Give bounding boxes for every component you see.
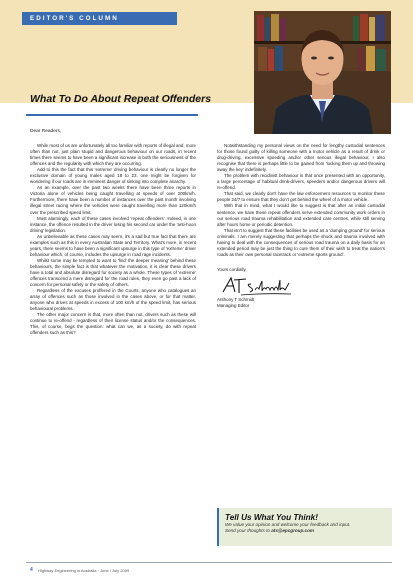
page-title: What To Do About Repeat Offenders [30, 93, 212, 105]
feedback-line: We value your opinion and welcome your feedback and input. [225, 522, 351, 527]
paragraph: Whilst some may be tempted to want to 'find' the deeper meaning' behind these behaviours, the simple fact is that whatever the motivation, it is clear these drivers have a total and absolute disregard for society as a whole. These types of 'extreme' offences transcend a mere disregard for the road rules, they even go past a lack of concern for personal safety or the safety of others. [30, 257, 196, 288]
paragraph: The problem with recidivist behaviour is that once presented with an opportunity, a large percentage of habitual drink-drivers, speeders and/or dangerous drivers will re-offend. [217, 173, 385, 191]
feedback-box [217, 508, 392, 546]
paragraph: As an example, over the past two weeks there have been three reports in Victoria alone of vehicles being caught travelling at speeds of over 200km/h. Furthermore, there have been a number of instances over the past month involving illegal street racing where the vehicles were caught travelling more than 120km/h over the prescribed speed limit. [30, 185, 196, 215]
editor-portrait-icon [254, 11, 391, 134]
paragraph: While most of us are unfortunately all too familiar with reports of illegal and, more often than not, just plain stupid and dangerous behaviour on our roads, in recent times there seems to have been a significant increase in both the seriousness of the offences and the regularity with which they are occurring. [30, 143, 196, 167]
paragraph: Regardless of the excuses proffered in the Courts, anyone who catalogues an array of offences such as those involved in the cases above, or for that matter, anyone who drives at speeds in excess of 100 km/h of the speed limit, has serious behavioural problems. [30, 288, 196, 312]
feedback-prefix: Send your thoughts to [225, 528, 272, 533]
left-column [30, 143, 196, 337]
paragraph: The other major concern is that, more often than not, drivers such as these will continue to re-offend - regardless of their license status and/or the consequences. This, of course, begs the question: what can we, as a society, do with repeat offenders such as this? [30, 312, 196, 336]
paragraph: Add to this the fact that this 'extreme' driving behaviour is clearly no longer the exclusive domain of young males aged 18 to 23, one might be forgiven for wondering if our roads are in imminent danger of sinking into complete anarchy. [30, 167, 196, 185]
feedback-title: Tell Us What You Think! [225, 513, 318, 522]
author-name: Anthony T Schmidt [217, 296, 255, 302]
footer-divider [26, 562, 392, 563]
handwritten-signature-icon [219, 275, 295, 297]
paragraph: Notwithstanding my personal views on the need for lengthy custodial sentences for those found guilty of killing someone with a motor vehicle as a result of drink or drug-driving, excessive speeding and/or other serious illegal behaviour, I also recognise that there is perhaps little to be gained from 'locking them up and throwing away the key' indefinitely. [217, 143, 385, 173]
feedback-line [225, 528, 386, 534]
paragraph: As unbelievable as these cases may seem, it's a sad but true fact that there are examples such as this in every Australian State and Territory. What's more, in recent years, there seems to have been a significant upsurge in this type of 'extreme' driver behaviour which, of course, includes the upsurge in road rage incidents. [30, 233, 196, 257]
salutation: Dear Readers, [30, 129, 62, 134]
page-number: 4 [30, 567, 33, 573]
paragraph: That isn't to suggest that these facilities be used as a 'dumping ground' for serious criminals. I am merely suggesting that perhaps the shock and trauma involved with having to deal with the consequences of serious road trauma on a daily basis for an extended period may be just the thing to cure them of their wish to treat the nation's roads as their own personal racetrack or 'extreme sports ground'. [217, 227, 385, 257]
signoff: Yours cordially, [217, 266, 247, 272]
title-divider [26, 114, 198, 116]
paragraph: Most alarmingly, each of these cases involved 'repeat offenders'. Indeed, in one instance, the offence resulted in the driver losing his second car under the 'anti-hoon driving' legislation. [30, 215, 196, 233]
right-column [217, 143, 385, 309]
feedback-email-link[interactable]: ats@epcgroup.com [271, 528, 315, 533]
footer-text: Highway Engineering in Australia · June / July 2009 [38, 567, 130, 573]
author-role: Managing Editor [217, 302, 250, 308]
column-label: EDITOR'S COLUMN [22, 12, 177, 25]
paragraph: That said, we clearly don't have the law enforcement resources to monitor these people 24/7 to ensure that they don't get behind the wheel of a motor vehicle. [217, 191, 385, 203]
paragraph: With that in mind, what I would like to suggest is that after an initial custodial sentence, we have these repeat offenders serve extended community work orders in our serious road trauma rehabilitation and extended care centres, while still serving after hours home or periodic detention. [217, 203, 385, 227]
